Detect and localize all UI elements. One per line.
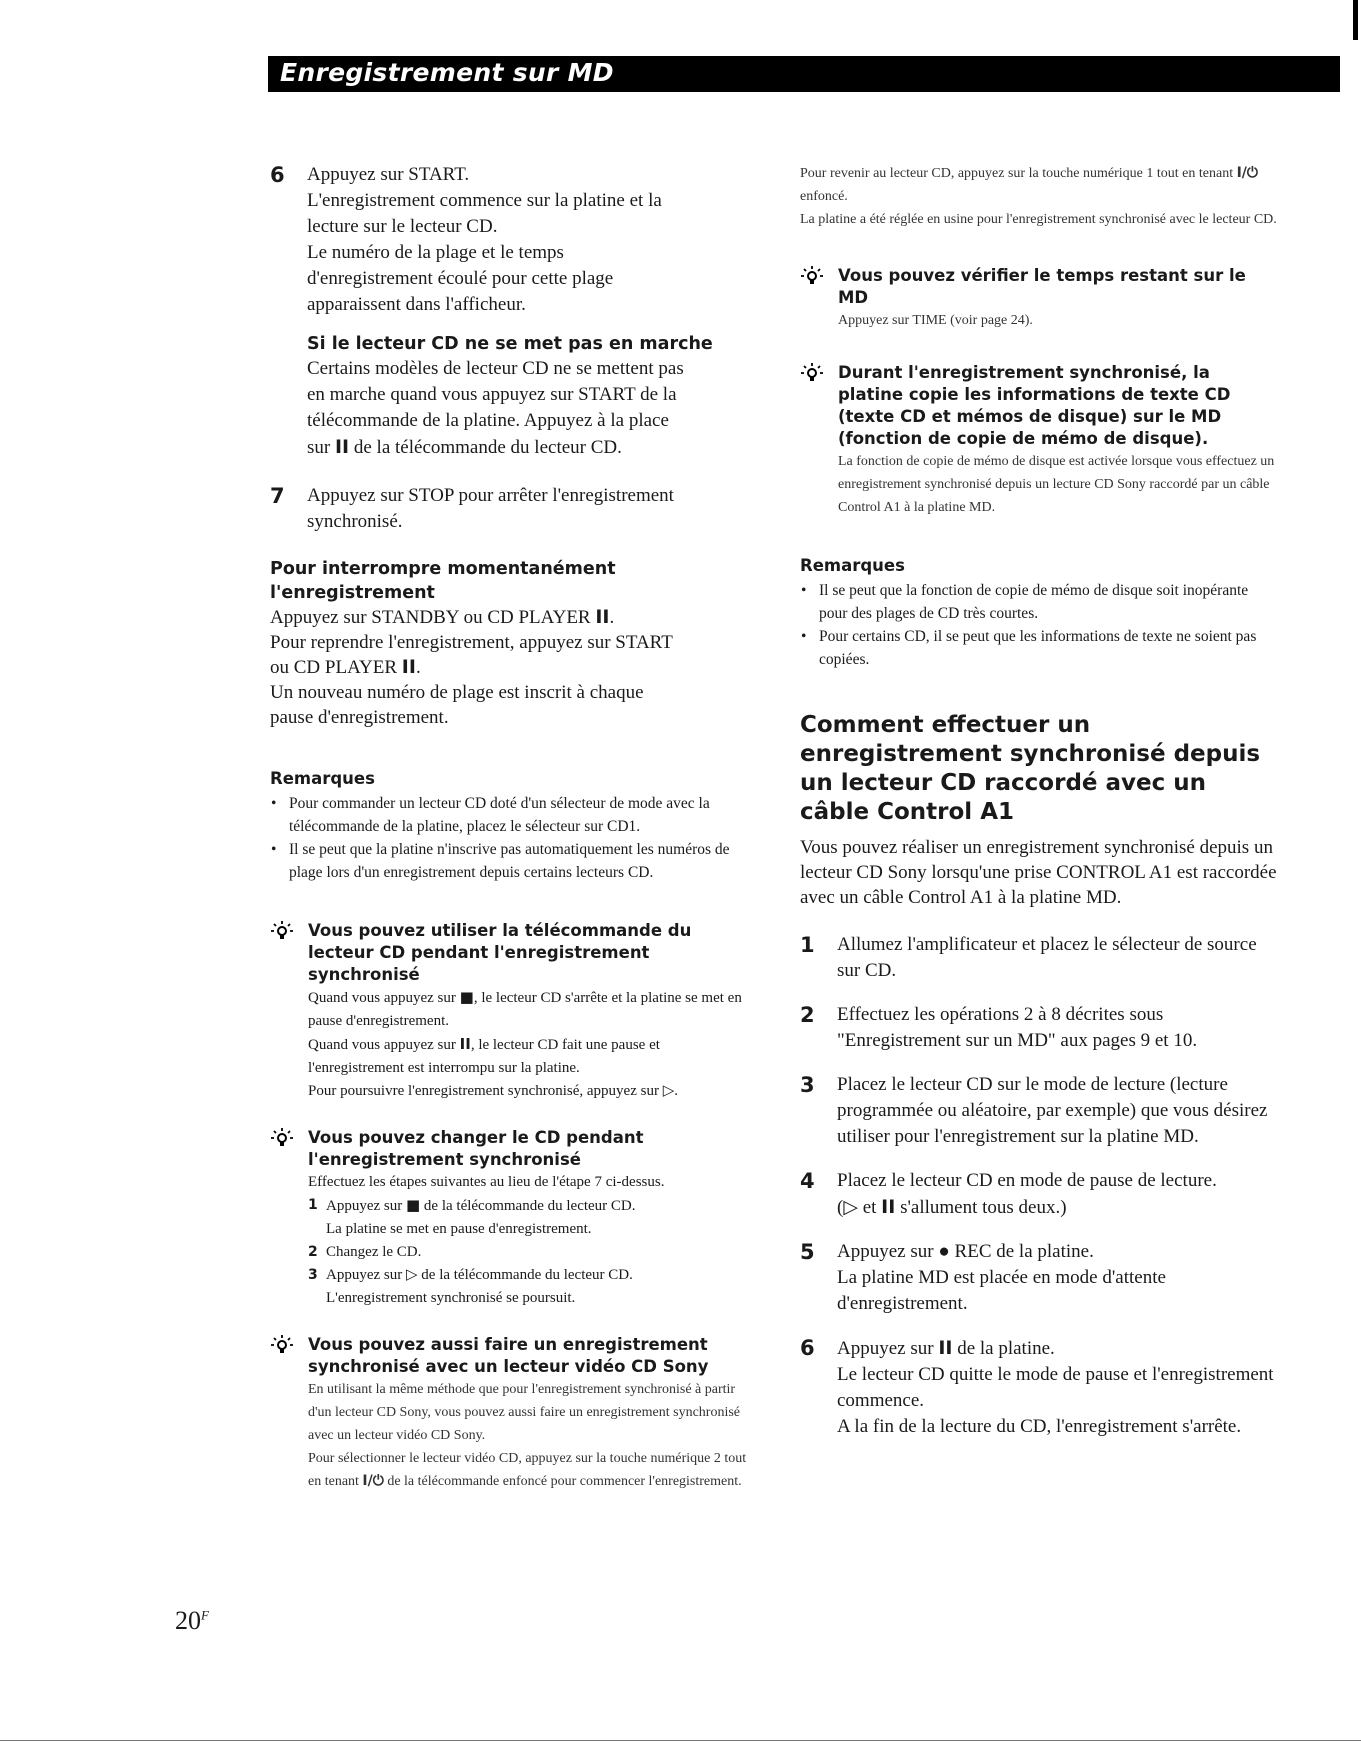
tip-text: [308, 1080, 750, 1103]
text-run: , le lecteur CD s'arrête et la platine se met en pause d'enregistrement.: [308, 990, 742, 1029]
note-item: • Il se peut que la platine n'inscrive pas automatiquement les numéros de plage lors d'un enregistrement depuis certains lecteurs CD.: [270, 838, 750, 884]
text-run: sur: [307, 437, 331, 458]
text-run: de la télécommande du lecteur CD.: [353, 437, 622, 458]
note-item: • Pour certains CD, il se peut que les informations de texte ne soient pas copiées.: [800, 625, 1280, 671]
tip-text: Effectuez les étapes suivantes au lieu de l'étape 7 ci-dessus.: [308, 1174, 665, 1190]
tip-text: En utilisant la même méthode que pour l'enregistrement synchronisé à partir d'un lecteur CD Sony, vous pouvez aussi faire un enregistrement synchronisé avec un lecteur vidéo CD Sony.: [308, 1382, 741, 1443]
right-column: [800, 162, 1280, 1458]
text-run: .: [415, 657, 421, 678]
step-text-line: lecture sur le lecteur CD.: [307, 216, 498, 237]
play-symbol: ▷: [843, 1197, 858, 1218]
step-6-right: [800, 1335, 1280, 1440]
step-number: 2: [800, 1003, 815, 1027]
subheading-cd-not-starting: Si le lecteur CD ne se met pas en marche: [307, 334, 713, 354]
step-3-right: [800, 1072, 1280, 1150]
page-number-value: 20: [175, 1606, 201, 1635]
step-text-line: synchronisé.: [307, 511, 403, 532]
tip-remaining-time: [800, 265, 1280, 332]
section-heading: Comment effectuer un enregistrement synchronisé depuis un lecteur CD raccordé avec un câble Control A1: [800, 712, 1261, 825]
step-1-right: [800, 932, 1280, 984]
tip-heading: Vous pouvez vérifier le temps restant sur le MD: [838, 266, 1246, 307]
step-text: [837, 1239, 1280, 1265]
step-text: Placez le lecteur CD sur le mode de lecture (lecture programmée ou aléatoire, par exemple) que vous désirez utiliser pour l'enregistrement sur la platine MD.: [837, 1074, 1268, 1147]
step-number: 1: [800, 933, 815, 957]
text-run: Appuyez sur: [837, 1338, 934, 1359]
notes-heading: Remarques: [800, 556, 905, 575]
step-7-left: [270, 483, 750, 535]
text-run: REC de la platine.: [954, 1241, 1094, 1262]
text-run: Pour poursuivre l'enregistrement synchronisé, appuyez sur: [308, 1083, 659, 1099]
body-line: Pour reprendre l'enregistrement, appuyez sur START: [270, 632, 673, 653]
text-run: ou CD PLAYER: [270, 657, 398, 678]
notes-left: [270, 768, 750, 884]
step-text: Effectuez les opérations 2 à 8 décrites sous "Enregistrement sur un MD" aux pages 9 et 10.: [837, 1004, 1198, 1051]
body-line: [270, 655, 750, 680]
text-run: Appuyez sur STANDBY ou CD PLAYER: [270, 607, 591, 628]
section-header-bar: [268, 56, 1340, 92]
text-run: de la télécommande enfoncé pour commencer l'enregistrement.: [387, 1474, 742, 1489]
text-run: , le lecteur CD fait une pause et l'enregistrement est interrompu sur la platine.: [308, 1037, 660, 1076]
step-text-line: [307, 434, 750, 461]
text-run: .: [609, 607, 615, 628]
body-line: Un nouveau numéro de plage est inscrit à chaque: [270, 682, 644, 703]
page-number-suffix: F: [201, 1607, 209, 1623]
play-symbol: ▷: [662, 1083, 675, 1099]
text-run: .: [674, 1083, 678, 1099]
record-symbol: ●: [938, 1241, 950, 1262]
power-symbol: I/⏻: [362, 1473, 384, 1489]
tip-disc-memo-copy: [800, 362, 1280, 519]
step-text-line: d'enregistrement écoulé pour cette plage: [307, 268, 614, 289]
text-run: enfoncé.: [800, 189, 848, 204]
text-run: de la télécommande du lecteur CD.: [423, 1198, 636, 1214]
step-5-right: [800, 1239, 1280, 1317]
step-4-right: [800, 1168, 1280, 1221]
step-number: 6: [800, 1336, 815, 1360]
step-text: A la fin de la lecture du CD, l'enregistrement s'arrête.: [837, 1416, 1242, 1437]
text-run: Pour revenir au lecteur CD, appuyez sur la touche numérique 1 tout en tenant: [800, 166, 1234, 181]
body-line: pause d'enregistrement.: [270, 707, 449, 728]
control-a1-steps: [800, 932, 1280, 1440]
text-run: s'allument tous deux.): [900, 1197, 1067, 1218]
pause-recording-block: [270, 557, 750, 730]
step-text-line: Appuyez sur STOP pour arrêter l'enregistrement: [307, 485, 674, 506]
text-run: Appuyez sur: [326, 1267, 403, 1283]
body-line: [270, 605, 750, 630]
pause-symbol: II: [595, 606, 610, 628]
pause-symbol: II: [459, 1035, 471, 1053]
section-intro: Vous pouvez réaliser un enregistrement synchronisé depuis un lecteur CD Sony lorsqu'une prise CONTROL A1 est raccordée avec un câble Control A1 à la platine MD.: [800, 837, 1277, 908]
pause-symbol: II: [881, 1196, 896, 1218]
text-run: et: [862, 1197, 877, 1218]
page-number: [175, 1606, 209, 1636]
bottom-rule: [0, 1740, 1361, 1741]
lightbulb-icon: [270, 920, 296, 946]
text-run: Quand vous appuyez sur: [308, 990, 456, 1006]
section-header-title: Enregistrement sur MD: [280, 58, 614, 87]
stop-symbol: ■: [405, 1196, 421, 1214]
text-run: Changez le CD.: [326, 1244, 422, 1260]
tip-heading: Durant l'enregistrement synchronisé, la platine copie les informations de texte CD (texte CD et mémos de disque) sur le MD (fonction de copie de mémo de disque).: [838, 363, 1231, 448]
notes-heading: Remarques: [270, 769, 375, 788]
tip-heading: Vous pouvez changer le CD pendant l'enregistrement synchronisé: [308, 1128, 644, 1169]
step-text-line: en marche quand vous appuyez sur START de la: [307, 384, 677, 405]
step-text: Allumez l'amplificateur et placez le sélecteur de source sur CD.: [837, 934, 1257, 981]
step-text-line: L'enregistrement commence sur la platine et la: [307, 190, 662, 211]
text-run: La platine se met en pause d'enregistrement.: [326, 1221, 592, 1237]
body-line: La platine a été réglée en usine pour l'enregistrement synchronisé avec le lecteur CD.: [800, 212, 1277, 227]
tip-text: [308, 1447, 750, 1493]
step-2-right: [800, 1002, 1280, 1054]
play-symbol: ▷: [405, 1267, 418, 1283]
tip-heading: Vous pouvez utiliser la télécommande du lecteur CD pendant l'enregistrement synchronisé: [308, 921, 692, 984]
subheading-pause: Pour interrompre momentanément l'enregistrement: [270, 559, 616, 603]
pause-symbol: II: [334, 436, 350, 458]
text-run: (: [837, 1197, 844, 1218]
step-text: La platine MD est placée en mode d'attente d'enregistrement.: [837, 1267, 1166, 1314]
note-item: • Pour commander un lecteur CD doté d'un sélecteur de mode avec la télécommande de la platine, placez le sélecteur sur CD1.: [270, 792, 750, 838]
tip-text: [308, 986, 750, 1033]
step-text: Placez le lecteur CD en mode de pause de lecture.: [837, 1170, 1217, 1191]
step-text-line: Appuyez sur START.: [307, 164, 470, 185]
step-number: 5: [800, 1240, 815, 1264]
step-text-line: Certains modèles de lecteur CD ne se mettent pas: [307, 358, 684, 379]
tip-video-cd: [270, 1334, 750, 1493]
control-a1-section: [800, 711, 1280, 910]
step-number: 3: [800, 1073, 815, 1097]
left-column: [270, 162, 750, 1493]
text-run: de la télécommande du lecteur CD.: [421, 1267, 633, 1283]
step-text-line: apparaissent dans l'afficheur.: [307, 294, 526, 315]
change-cd-steps: [308, 1194, 750, 1310]
text-run: de la platine.: [957, 1338, 1055, 1359]
step-text: [837, 1194, 1280, 1221]
step-6-left: [270, 162, 750, 461]
sub-step: [308, 1241, 750, 1264]
sub-step-number: 3: [308, 1267, 318, 1283]
stop-symbol: ■: [459, 988, 474, 1006]
power-symbol: I/⏻: [1236, 165, 1258, 181]
notes-right: [800, 555, 1280, 671]
note-item: • Il se peut que la fonction de copie de mémo de disque soit inopérante pour des plages de CD très courtes.: [800, 579, 1280, 625]
text-run: Pour sélectionner le lecteur vidéo CD, appuyez sur la touche numérique 2 tout en tenant: [308, 1451, 747, 1489]
tip-remote-control: [270, 920, 750, 1103]
body-line: [800, 162, 1280, 208]
step-text-line: télécommande de la platine. Appuyez à la place: [307, 410, 669, 431]
step-text: Le lecteur CD quitte le mode de pause et l'enregistrement commence.: [837, 1364, 1274, 1411]
continued-text: [800, 162, 1280, 231]
tip-heading: Vous pouvez aussi faire un enregistrement synchronisé avec un lecteur vidéo CD Sony: [308, 1335, 709, 1376]
pause-symbol: II: [938, 1337, 953, 1359]
step-number: 7: [270, 484, 285, 508]
sub-step-number: 1: [308, 1197, 318, 1213]
lightbulb-icon: [800, 265, 826, 291]
sub-step: [308, 1194, 750, 1241]
tip-change-cd: [270, 1127, 750, 1310]
sub-step: [308, 1264, 750, 1310]
lightbulb-icon: [270, 1334, 296, 1360]
text-run: Quand vous appuyez sur: [308, 1037, 456, 1053]
text-run: Appuyez sur: [326, 1198, 403, 1214]
step-number: 4: [800, 1169, 815, 1193]
text-run: L'enregistrement synchronisé se poursuit.: [326, 1290, 576, 1306]
step-text-line: Le numéro de la plage et le temps: [307, 242, 564, 263]
sub-step-number: 2: [308, 1244, 318, 1260]
step-text: [837, 1335, 1280, 1362]
text-run: Appuyez sur: [837, 1241, 934, 1262]
page-edge-mark: [1353, 0, 1358, 40]
step-number: 6: [270, 163, 285, 187]
lightbulb-icon: [270, 1127, 296, 1153]
notes-list: [800, 579, 1280, 671]
notes-list: [270, 792, 750, 884]
tip-text: Appuyez sur TIME (voir page 24).: [838, 313, 1033, 328]
lightbulb-icon: [800, 362, 826, 388]
tip-text: [308, 1033, 750, 1080]
tip-text: La fonction de copie de mémo de disque est activée lorsque vous effectuez un enregistrement synchronisé depuis un lecture CD Sony raccordé par un câble Control A1 à la platine MD.: [838, 454, 1275, 515]
pause-symbol: II: [401, 656, 416, 678]
